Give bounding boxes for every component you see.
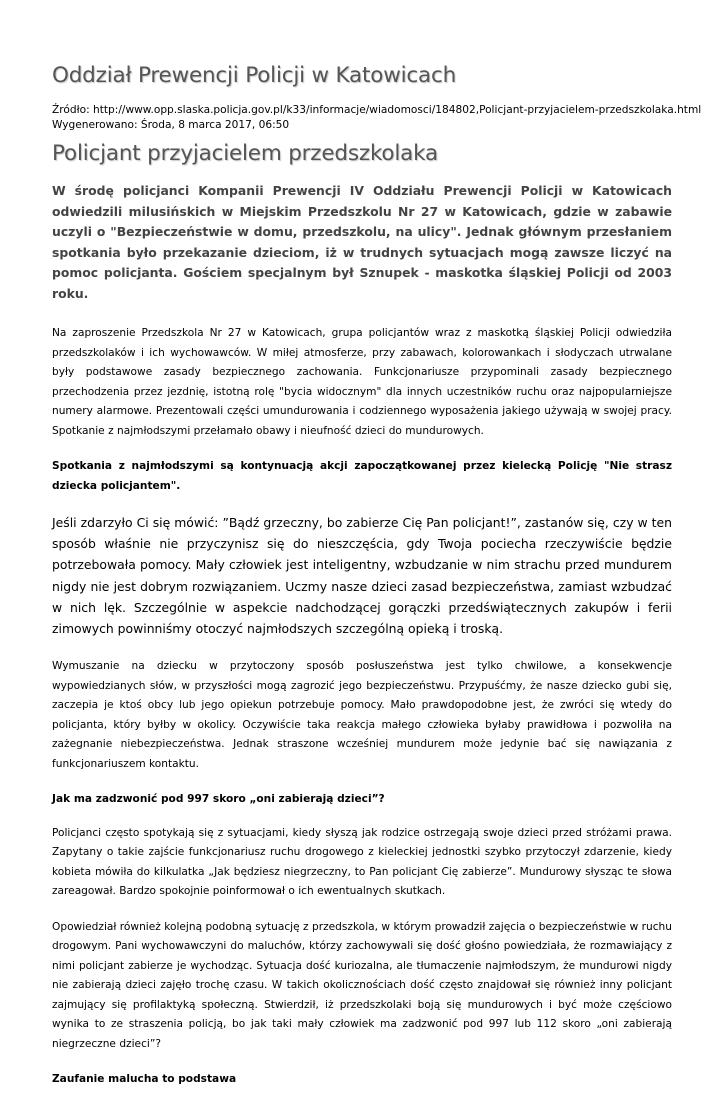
source-line: Źródło: http://www.opp.slaska.policja.gov.pl/k33/informacje/wiadomosci/184802,Policjant-przyjacielem-przedszkolaka.html	[52, 104, 702, 116]
paragraph-1: Na zaproszenie Przedszkola Nr 27 w Katowicach, grupa policjantów wraz z maskotką śląskiej Policji odwiedziła przedszkolaków i ich wychowawców. W miłej atmosferze, przy zabawach, kolorowankach i słodyczach utrwalane były podstawowe zasady bezpiecznego zachowania. Funkcjonariusze przypominali zasady bezpiecznego przechodzenia przez jezdnię, istotną rolę "bycia widocznym" dla innych uczestników ruchu oraz najpopularniejsze numery alarmowe. Prezentowali części umundurowania i codziennego wyposażenia jakiego używają w swojej pracy. Spotkanie z najmłodszymi przełamało obawy i nieufność dzieci do mundurowych.	[52, 327, 672, 437]
site-title: Oddział Prewencji Policji w Katowicach	[52, 63, 457, 88]
article-lead: W środę policjanci Kompanii Prewencji IV Oddziału Prewencji Policji w Katowicach odwiedzili milusińskich w Miejskim Przedszkolu Nr 27 w Katowicach, gdzie w zabawie uczyli o "Bezpieczeństwie w domu, przedszkolu, na ulicy". Jednak głównym przesłaniem spotkania było przekazanie dzieciom, iż w trudnych sytuacjach mogą zawsze liczyć na pomoc policjanta. Gościem specjalnym był Sznupek - maskotka śląskiej Policji od 2003 roku.	[52, 183, 672, 301]
article-title: Policjant przyjacielem przedszkolaka	[52, 141, 438, 166]
paragraph-5: Policjanci często spotykają się z sytuacjami, kiedy słyszą jak rodzice ostrzegają swoje dzieci przed stróżami prawa. Zapytany o takie zajście funkcjonariusz ruchu drogowego z kieleckiej jednostki szybko przytoczył zdarzenie, kiedy kobieta mówiła do kilkulatka „Jak będziesz niegrzeczny, to Pan policjant Cię zabierze”. Mundurowy słysząc te słowa zareagował. Bardzo spokojnie poinformował o ich ewentualnych skutkach.	[52, 826, 672, 898]
section-heading-2: Zaufanie malucha to podstawa	[52, 1073, 237, 1086]
paragraph-3: Jeśli zdarzyło Ci się mówić: ”Bądź grzeczny, bo zabierze Cię Pan policjant!”, zastanów się, czy w ten sposób właśnie nie przyczynisz się do nieszczęścia, gdy Twoja pociecha rzeczywiście będzie potrzebowała pomocy. Mały człowiek jest inteligentny, wzbudzanie w nim strachu przed mundurem nigdy nie jest dobrym rozwiązaniem. Uczmy nasze dzieci zasad bezpieczeństwa, zamiast wzbudzać w nich lęk. Szczególnie w aspekcie nadchodzącej gorączki przedświątecznych zakupów i ferii zimowych powinniśmy otoczyć najmłodszych szczególną opieką i troską.	[52, 515, 672, 637]
paragraph-4: Wymuszanie na dziecku w przytoczony sposób posłuszeństwa jest tylko chwilowe, a konsekwencje wypowiedzianych słów, w przyszłości mogą zagrozić jego bezpieczeństwu. Przypuśćmy, że nasze dziecko gubi się, zaczepia je ktoś obcy lub jego opiekun potrzebuje pomocy. Mało prawdopodobne jest, że zwróci się wtedy do policjanta, który byłby w okolicy. Oczywiście taka reakcja małego człowieka byłaby prawidłowa i pozwoliła na zażegnanie niebezpieczeństwa. Jednak straszone wcześniej mundurem może jedynie bać się nawiązania z funkcjonariuszem kontaktu.	[52, 660, 672, 770]
section-heading-1: Jak ma zadzwonić pod 997 skoro „oni zabierają dzieci”?	[52, 793, 385, 806]
article-body	[52, 181, 672, 1104]
paragraph-6: Opowiedział również kolejną podobną sytuację z przedszkola, w którym prowadził zajęcia o bezpieczeństwie w ruchu drogowym. Pani wychowawczyni do maluchów, którzy zachowywali się dość głośno powiedziała, że rozmawiający z nimi policjant zabierze je wychodząc. Sytuacja dość kuriozalna, ale tłumaczenie najmłodszym, że mundurowi nigdy nie zabierają dzieci zajęło trochę czasu. W takich okolicznościach dość często znajdował się również inny policjant zajmujący się profilaktyką społeczną. Stwierdził, iż przedszkolaki boją się mundurowych i być może częściowo wynika to ze straszenia policją, bo jak taki mały człowiek ma zadzwonić pod 997 lub 112 skoro „oni zabierają niegrzeczne dzieci”?	[52, 920, 672, 1050]
document-meta	[52, 103, 701, 133]
generated-line: Wygenerowano: Środa, 8 marca 2017, 06:50	[52, 119, 290, 131]
paragraph-2: Spotkania z najmłodszymi są kontynuacją akcji zapoczątkowanej przez kielecką Policję "Nie strasz dziecka policjantem".	[52, 460, 672, 492]
